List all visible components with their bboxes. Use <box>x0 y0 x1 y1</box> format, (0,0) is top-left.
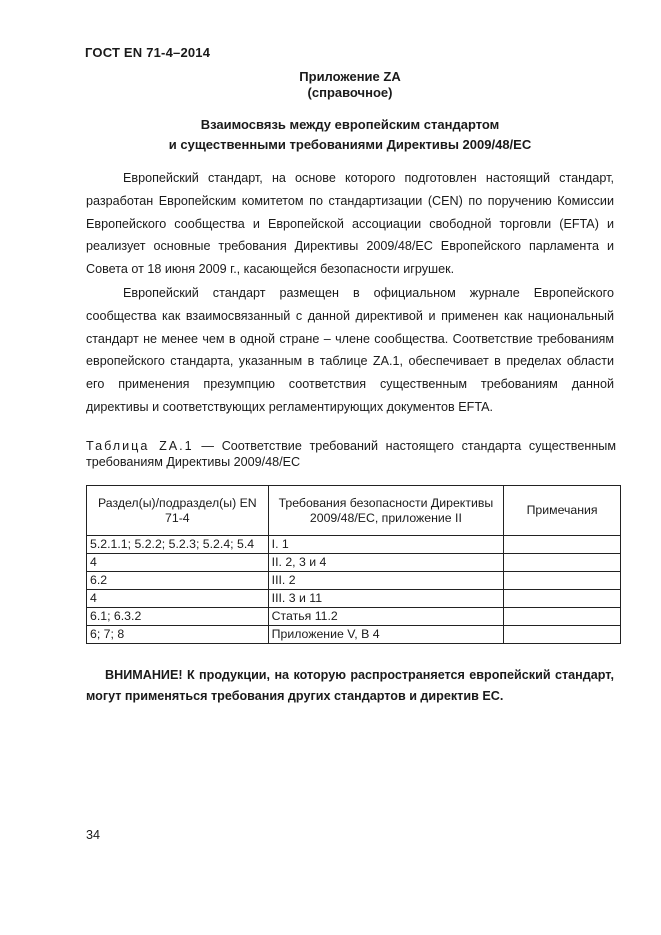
table-cell-requirements: Статья 11.2 <box>268 608 503 626</box>
table-cell-notes <box>504 572 621 590</box>
table-cell-sections: 4 <box>87 590 269 608</box>
header-requirements: Требования безопасности Директивы 2009/48/ЕС, приложение II <box>268 486 503 536</box>
annex-title: Приложение ZA <box>299 69 401 84</box>
table-cell-sections: 6.1; 6.3.2 <box>87 608 269 626</box>
body-paragraph-2: Европейский стандарт размещен в официальном журнале Европейского сообщества как взаимосвязанный с данной директивой и применен как национальный стандарт не менее чем в одной стране – члене сообщества. Соответствие требованиям европейского стандарта, указанным в таблице ZA.1, обеспечивает в пределах области его применения презумпцию соответствия существенным требованиям данной директивы и соответствующих регламентирующих документов EFTA. <box>86 286 614 414</box>
table-caption <box>86 438 616 470</box>
table-cell-notes <box>504 554 621 572</box>
table-cell-sections: 4 <box>87 554 269 572</box>
table-caption-text: — Соответствие требований настоящего стандарта существенным требованиям Директивы 2009/48/ЕС <box>86 439 616 469</box>
table-cell-requirements: I. 1 <box>268 536 503 554</box>
header-sections: Раздел(ы)/подраздел(ы) EN 71-4 <box>87 486 269 536</box>
section-title-line-2: и существенными требованиями Директивы 2009/48/ЕС <box>168 137 532 152</box>
table-cell-requirements: III. 2 <box>268 572 503 590</box>
document-code: ГОСТ EN 71-4–2014 <box>85 45 211 60</box>
requirements-table <box>86 485 621 644</box>
header-notes: Примечания <box>504 486 621 536</box>
table-caption-label: Таблица ZA.1 <box>86 439 194 453</box>
table-cell-notes <box>504 536 621 554</box>
table-cell-notes <box>504 590 621 608</box>
page-number: 34 <box>86 828 101 842</box>
table-row <box>87 608 621 626</box>
table-cell-sections: 6.2 <box>87 572 269 590</box>
section-title-line-1: Взаимосвязь между европейским стандартом <box>200 117 500 132</box>
table-row <box>87 626 621 644</box>
table-row <box>87 536 621 554</box>
table-cell-requirements: II. 2, 3 и 4 <box>268 554 503 572</box>
table-cell-notes <box>504 626 621 644</box>
table-row <box>87 590 621 608</box>
warning-note: ВНИМАНИЕ! К продукции, на которую распространяется европейский стандарт, могут применяться требования других стандартов и директив ЕС. <box>86 668 614 703</box>
body-paragraph-1: Европейский стандарт, на основе которого подготовлен настоящий стандарт, разработан Европейским комитетом по стандартизации (CEN) по поручению Комиссии Европейского сообщества и Европейской ассоциации свободной торговли (EFTA) и реализует основные требования Директивы 2009/48/ЕС Европейского парламента и Совета от 18 июня 2009 г., касающейся безопасности игрушек. <box>86 171 614 277</box>
table-row <box>87 554 621 572</box>
table-cell-requirements: Приложение V, В 4 <box>268 626 503 644</box>
table-cell-notes <box>504 608 621 626</box>
table-header-row <box>87 486 621 536</box>
annex-subtitle: (справочное) <box>307 85 393 100</box>
table-row <box>87 572 621 590</box>
table-cell-sections: 6; 7; 8 <box>87 626 269 644</box>
table-cell-sections: 5.2.1.1; 5.2.2; 5.2.3; 5.2.4; 5.4 <box>87 536 269 554</box>
table-cell-requirements: III. 3 и 11 <box>268 590 503 608</box>
